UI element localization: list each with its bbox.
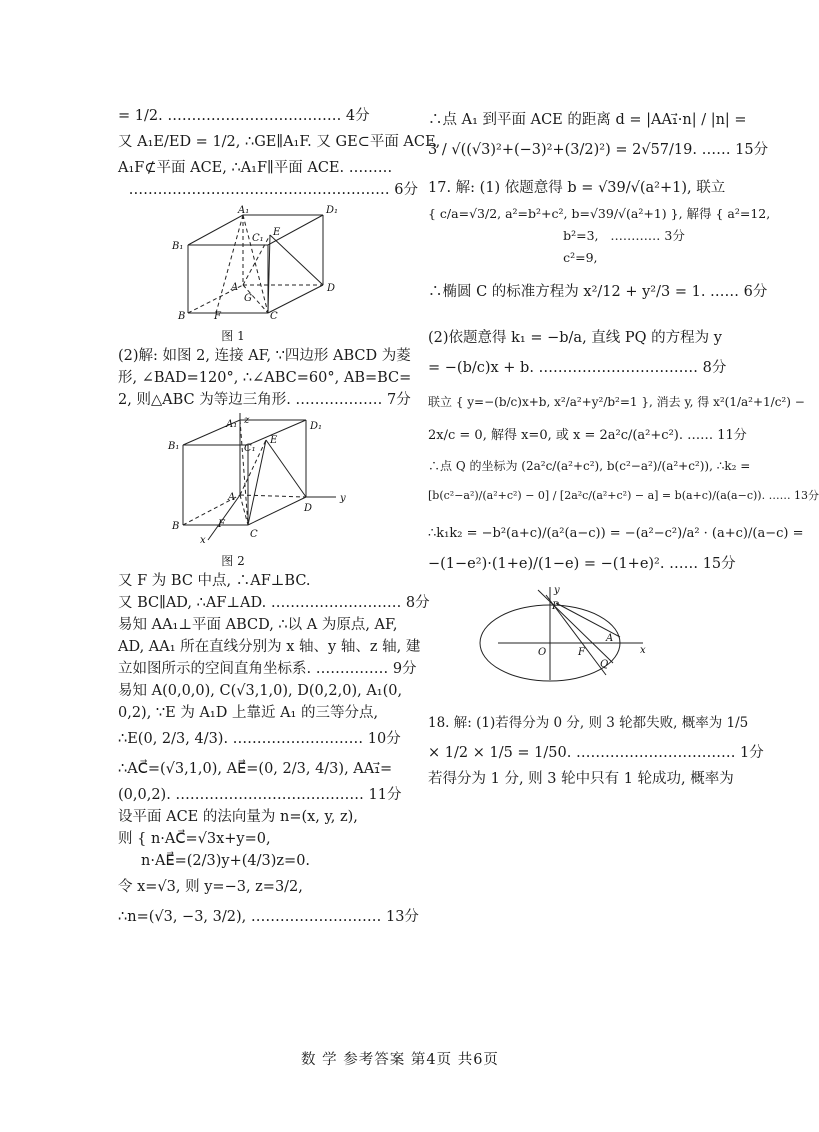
text-line: ∴点 Q 的坐标为 (2a²c/(a²+c²), b(c²−a²)/(a²+c²)), ∴k₂ = [428, 459, 751, 473]
figure-label: z [244, 415, 250, 426]
figure-label: A₁ [238, 205, 250, 216]
figure-2-caption: 图 2 [221, 554, 245, 568]
text-line: 17. 解: (1) 依题意得 b = √39/√(a²+1), 联立 [428, 180, 726, 196]
text-line: ∴AC⃗=(√3,1,0), AE⃗=(0, 2/3, 4/3), AA₁⃗= [118, 761, 393, 777]
figure-1-caption: 图 1 [221, 329, 245, 343]
figure-label: F [578, 647, 585, 658]
figure-label: D₁ [310, 421, 323, 432]
figure-label: y [554, 585, 560, 596]
text-line: 2, 则△ABC 为等边三角形. ……………… 7分 [118, 392, 411, 408]
figure-label: O [538, 647, 547, 658]
text-line: 则 { n·AC⃗=√3x+y=0, [118, 831, 271, 847]
figure-label: E [270, 435, 278, 446]
figure-label: B [178, 311, 186, 322]
text-line: b²=3, ………… 3分 [428, 228, 685, 243]
figure-label: x [200, 535, 206, 546]
text-line: 又 F 为 BC 中点, ∴AF⊥BC. [118, 573, 311, 589]
figure-label: A [228, 492, 236, 503]
figure-label: A [606, 633, 614, 644]
text-line: ……………………………………………… 6分 [128, 182, 418, 198]
figure-label: Q [600, 659, 609, 670]
figure-1-prism [118, 205, 418, 320]
text-line: 易知 A(0,0,0), C(√3,1,0), D(0,2,0), A₁(0, [118, 683, 403, 699]
text-line: 形, ∠BAD=120°, ∴∠ABC=60°, AB=BC= [118, 370, 412, 386]
figure-label: D₁ [326, 205, 339, 216]
figure-label: F [214, 311, 221, 322]
text-line: 18. 解: (1)若得分为 0 分, 则 3 轮都失败, 概率为 1/5 [428, 715, 749, 731]
figure-label: E [273, 227, 281, 238]
figure-label: C [270, 311, 278, 322]
text-line: × 1/2 × 1/5 = 1/50. …………………………… 1分 [428, 745, 764, 761]
figure-label: x [640, 645, 646, 656]
text-line: A₁F⊄平面 ACE, ∴A₁F∥平面 ACE. ……… [118, 160, 393, 176]
text-line: (2)依题意得 k₁ = −b/a, 直线 PQ 的方程为 y [428, 330, 722, 346]
text-line: ∴椭圆 C 的标准方程为 x²/12 + y²/3 = 1. …… 6分 [428, 284, 768, 300]
figure-label: A [231, 282, 239, 293]
text-line: n·AE⃗=(2/3)y+(4/3)z=0. [118, 853, 311, 869]
text-line: 3 / √((√3)²+(−3)²+(3/2)²) = 2√57/19. …… 15分 [428, 142, 769, 158]
text-line: = 1/2. ……………………………… 4分 [118, 108, 370, 124]
text-line: 令 x=√3, 则 y=−3, z=3/2, [118, 879, 303, 895]
text-line: { c/a=√3/2, a²=b²+c², b=√39/√(a²+1) }, 解得 { a²=12, [428, 206, 771, 221]
text-line: ∴点 A₁ 到平面 ACE 的距离 d = |AA₁⃗·n| / |n| = [428, 112, 747, 128]
text-line: ∴n=(√3, −3, 3/2), ……………………… 13分 [118, 909, 419, 925]
figure-label: D [327, 283, 336, 294]
figure-label: C₁ [244, 443, 256, 454]
figure-label: B₁ [172, 241, 184, 252]
figure-label: B₁ [168, 441, 180, 452]
text-line: [b(c²−a²)/(a²+c²) − 0] / [2a²c/(a²+c²) − a] = b(a+c)/(a(a−c)). …… 13分 [428, 489, 819, 502]
right-column [428, 105, 819, 790]
text-line: = −(b/c)x + b. …………………………… 8分 [428, 360, 727, 376]
figure-label: A₁ [226, 419, 238, 430]
figure-label: C₁ [252, 233, 264, 244]
text-line: c²=9, [428, 250, 598, 265]
text-line: (2)解: 如图 2, 连接 AF, ∵四边形 ABCD 为菱 [118, 348, 411, 364]
text-line: 立如图所示的空间直角坐标系. …………… 9分 [118, 661, 417, 677]
page-footer: 数 学 参考答案 第4页 共6页 [301, 1052, 499, 1068]
text-line: 易知 AA₁⊥平面 ABCD, ∴以 A 为原点, AF, [118, 617, 398, 633]
figure-label: P [552, 601, 559, 612]
text-line: (0,0,2). ………………………………… 11分 [118, 787, 402, 803]
figure-label: y [340, 493, 346, 504]
text-line: 联立 { y=−(b/c)x+b, x²/a²+y²/b²=1 }, 消去 y, 得 x²(1/a²+1/c²) − [428, 395, 805, 409]
text-line: ∴k₁k₂ = −b²(a+c)/(a²(a−c)) = −(a²−c²)/a² · (a+c)/(a−c) = [428, 526, 804, 541]
figure-2-coordinate-prism [118, 415, 418, 545]
figure-label: B [172, 521, 180, 532]
left-column [118, 105, 441, 932]
figure-label: D [304, 503, 313, 514]
text-line: AD, AA₁ 所在直线分别为 x 轴、y 轴、z 轴, 建 [118, 639, 421, 655]
text-line: 若得分为 1 分, 则 3 轮中只有 1 轮成功, 概率为 [428, 771, 734, 787]
text-line: 又 BC∥AD, ∴AF⊥AD. ……………………… 8分 [118, 595, 430, 611]
figure-label: G [244, 293, 252, 304]
ellipse-figure [428, 585, 728, 685]
text-line: 又 A₁E/ED = 1/2, ∴GE∥A₁F. 又 GE⊂平面 ACE, [118, 134, 441, 150]
text-line: ∴E(0, 2/3, 4/3). ……………………… 10分 [118, 731, 401, 747]
figure-label: F [218, 519, 225, 530]
text-line: 设平面 ACE 的法向量为 n=(x, y, z), [118, 809, 358, 825]
text-line: −(1−e²)·(1+e)/(1−e) = −(1+e)². …… 15分 [428, 556, 736, 572]
figure-label: C [250, 529, 258, 540]
text-line: 2x/c = 0, 解得 x=0, 或 x = 2a²c/(a²+c²). …… 11分 [428, 428, 747, 443]
text-line: 0,2), ∵E 为 A₁D 上靠近 A₁ 的三等分点, [118, 705, 379, 721]
